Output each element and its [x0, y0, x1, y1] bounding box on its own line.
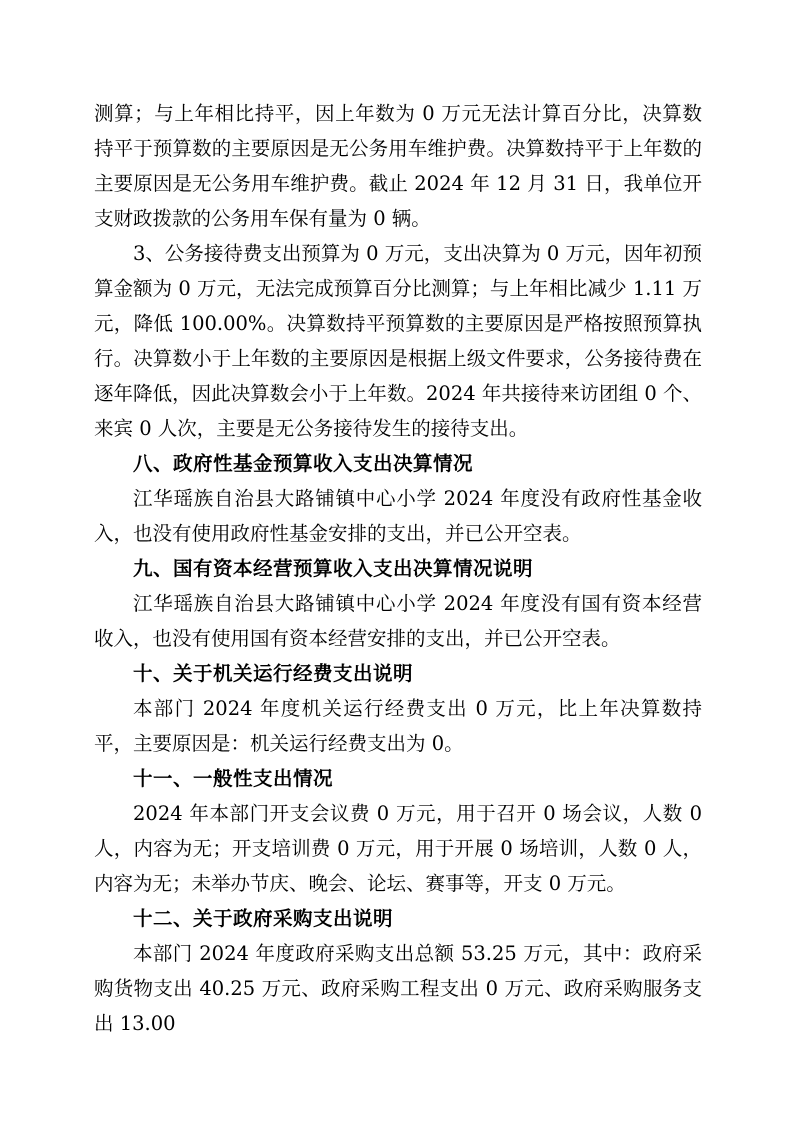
paragraph-government-procurement: 本部门 2024 年度政府采购支出总额 53.25 万元，其中：政府采购货物支出 40.25 万元、政府采购工程支出 0 万元、政府采购服务支出 13.00: [94, 942, 702, 1035]
paragraph-state-capital-operation: 江华瑶族自治县大路铺镇中心小学 2024 年度没有国有资本经营收入，也没有使用国有资本经营安排的支出，并已公开空表。: [94, 592, 702, 650]
paragraph-government-fund-budget: 江华瑶族自治县大路铺镇中心小学 2024 年度没有政府性基金收入，也没有使用政府性基金安排的支出，并已公开空表。: [94, 487, 702, 545]
paragraph-vehicle-expense-continuation: 测算；与上年相比持平，因上年数为 0 万元无法计算百分比，决算数持平于预算数的主要原因是无公务用车维护费。决算数持平于上年数的主要原因是无公务用车维护费。截止 2024 年 12 月 31 日，我单位开支财政拨款的公务用车保有量为 0 辆。: [94, 102, 702, 230]
document-body: [94, 96, 702, 1041]
section-heading-10-agency-operating-expense: 十、关于机关运行经费支出说明: [133, 662, 414, 685]
section-heading-12-government-procurement: 十二、关于政府采购支出说明: [133, 907, 394, 930]
section-heading-8-government-fund-budget: 八、政府性基金预算收入支出决算情况: [133, 452, 474, 475]
section-heading-9-state-capital-operation: 九、国有资本经营预算收入支出决算情况说明: [133, 557, 534, 580]
paragraph-general-expense: 2024 年本部门开支会议费 0 万元，用于召开 0 场会议，人数 0 人，内容为无；开支培训费 0 万元，用于开展 0 场培训，人数 0 人，内容为无；未举办节庆、晚会、论坛、赛事等，开支 0 万元。: [94, 802, 702, 895]
paragraph-agency-operating-expense: 本部门 2024 年度机关运行经费支出 0 万元，比上年决算数持平，主要原因是：机关运行经费支出为 0。: [94, 697, 702, 755]
section-heading-11-general-expense: 十一、一般性支出情况: [133, 767, 334, 790]
paragraph-official-reception-expense: 3、公务接待费支出预算为 0 万元，支出决算为 0 万元，因年初预算金额为 0 万元，无法完成预算百分比测算；与上年相比减少 1.11 万元，降低 100.00%。决算数持平预算数的主要原因是严格按照预算执行。决算数小于上年数的主要原因是根据上级文件要求，公务接待费在逐年降低，因此决算数会小于上年数。2024 年共接待来访团组 0 个、来宾 0 人次，主要是无公务接待发生的接待支出。: [94, 242, 703, 440]
